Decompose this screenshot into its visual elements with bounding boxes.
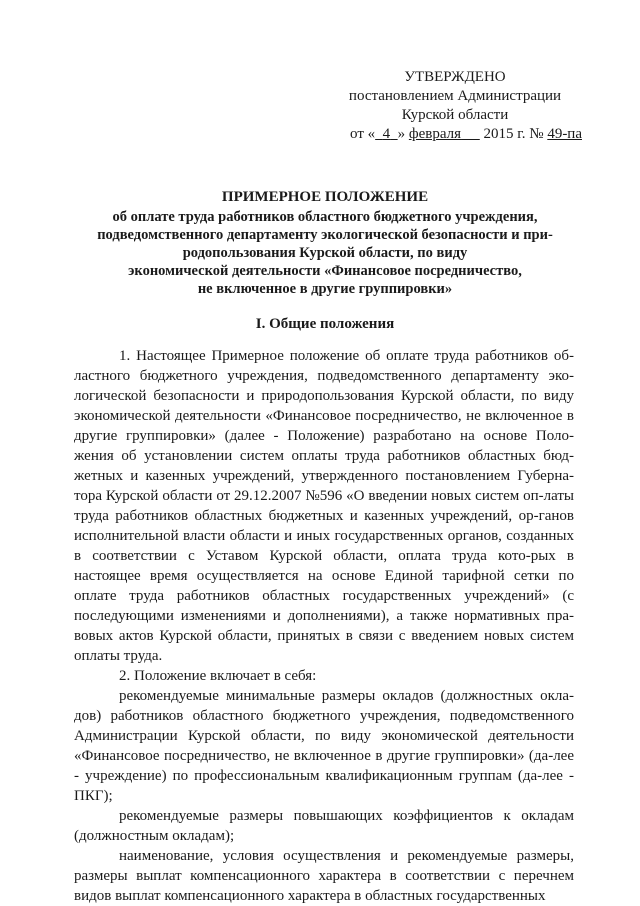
paragraph: рекомендуемые минимальные размеры окладов (должностных окла-дов) работников областного бюджетного учреждения, подведомственного Администрации Курской области, по виду экономической деятельности «Финансовое посредничество, не включенное в другие группировки» (да-лее - учреждение) по профессиональным квалификационным группам (да-лее - ПКГ);: [74, 688, 574, 804]
date-month: февраля: [408, 126, 462, 142]
paragraph: рекомендуемые размеры повышающих коэффициентов к окладам (должностным окладам);: [74, 808, 574, 844]
date-prefix: от «: [350, 126, 376, 142]
title-line: экономической деятельности «Финансовое посредничество,: [128, 263, 522, 279]
approval-region: Курской области: [401, 107, 509, 123]
title-line: родопользования Курской области, по виду: [182, 245, 468, 261]
approval-stamp: [320, 68, 590, 144]
paragraph: 2. Положение включает в себя:: [119, 668, 317, 684]
main-title: ПРИМЕРНОЕ ПОЛОЖЕНИЕ: [221, 189, 429, 205]
title-line: подведомственного департаменту экологической безопасности и при-: [97, 227, 553, 243]
title-line: об оплате труда работников областного бюджетного учреждения,: [112, 209, 538, 225]
section-heading: I. Общие положения: [255, 316, 395, 332]
decree-number: 49-па: [547, 126, 582, 142]
paragraph: наименование, условия осуществления и рекомендуемые размеры, размеры выплат компенсационного характера в соответствии с перечнем видов выплат компенсационного характера в областных государственных: [74, 848, 574, 904]
document-body: [74, 346, 574, 906]
approval-resolution: постановлением Администрации: [348, 88, 562, 104]
title-line: не включенное в другие группировки»: [197, 281, 453, 297]
date-day: 4: [382, 126, 391, 142]
approval-heading: УТВЕРЖДЕНО: [404, 69, 506, 85]
approval-date-line: [320, 125, 590, 144]
document-title: [70, 188, 580, 298]
date-mid: »: [397, 126, 406, 142]
paragraph: 1. Настоящее Примерное положение об оплате труда работников об-ластного бюджетного учреждения, подведомственного департаменту эко-логической безопасности и природопользования Курской области, по виду экономической деятельности «Финансовое посредничество, не включенное в другие группировки» (далее - Положение) разработано на основе Поло-жения об установлении систем оплаты труда работников областных бюд-жетных и казенных учреждений, утвержденного постановлением Губерна-тора Курской области от 29.12.2007 №596 «О введении новых систем оп-латы труда работников областных бюджетных и казенных учреждений, ор-ганов исполнительной власти области и иных государственных органов, созданных в соответствии с Уставом Курской области, оплата труда кото-рых в настоящее время осуществляется на основе Единой тарифной сетки по оплате труда работников областных государственных учреждений» (с последующими изменениями и дополнениями), а также нормативных пра-вовых актов Курской области, принятых в связи с введением новых систем оплаты труда.: [74, 348, 574, 664]
date-year: 2015 г. №: [483, 126, 544, 142]
